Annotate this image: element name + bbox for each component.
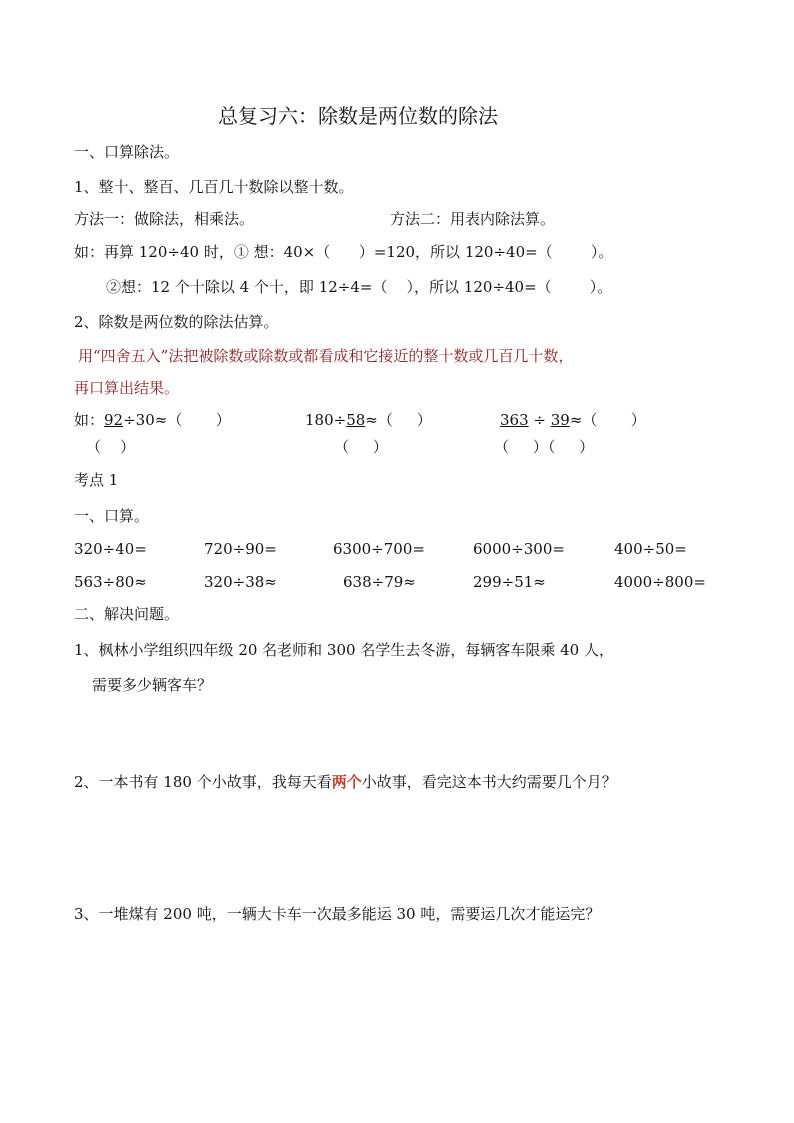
text: 58	[346, 411, 366, 429]
text: 363	[500, 411, 529, 429]
word-problem-1-cont: 需要多少辆客车？	[92, 676, 213, 694]
word-problem-1: 1、枫林小学组织四年级 20 名老师和 300 名学生去冬游，每辆客车限乘 40 人，	[74, 641, 614, 659]
text: 92	[104, 411, 124, 429]
exercise: 6000÷300=	[473, 540, 565, 558]
topic-label: 考点 1	[74, 471, 119, 489]
page-title: 总复习六：除数是两位数的除法	[218, 104, 498, 128]
estimate-example-b	[305, 410, 432, 430]
tip-text: 用“四舍五入”法把被除数或除数或都看成和它接近的整十数或几百几十数，	[78, 347, 574, 365]
exercise: 4000÷800=	[614, 573, 706, 591]
subsection-heading: 1、整十、整百、几百几十数除以整十数。	[74, 178, 354, 196]
text: 39	[550, 411, 570, 429]
exercise: 299÷51≈	[473, 573, 546, 591]
exercise: 6300÷700=	[333, 540, 425, 558]
exercise: 400÷50=	[614, 540, 687, 558]
answer-blank: （ ）	[334, 438, 388, 456]
exercise: 320÷40=	[74, 540, 147, 558]
example-line: ②想：12 个十除以 4 个十，即 12÷4=（ ），所以 120÷40=（ ）。	[106, 278, 613, 296]
text: 2、一本书有 180 个小故事，我每天看	[74, 773, 332, 791]
text: ≈（ ）	[569, 411, 646, 429]
section-heading: 一、口算。	[74, 507, 150, 525]
text: 小故事，看完这本书大约需要几个月？	[361, 773, 617, 791]
text: ≈（ ）	[365, 411, 432, 429]
section-heading: 二、解决问题。	[74, 605, 180, 623]
answer-blank: （ ）	[86, 438, 136, 456]
text: ÷30≈（ ）	[123, 411, 231, 429]
text: ÷	[528, 411, 551, 429]
text: 如：	[74, 411, 105, 429]
exercise: 720÷90=	[204, 540, 277, 558]
subsection-heading: 2、除数是两位数的除法估算。	[74, 313, 279, 331]
method-one: 方法一：做除法，相乘法。	[74, 210, 255, 228]
exercise: 563÷80≈	[74, 573, 147, 591]
exercise: 320÷38≈	[204, 573, 277, 591]
highlight-text: 两个	[331, 773, 362, 791]
section-heading: 一、口算除法。	[74, 143, 180, 161]
tip-text: 再口算出结果。	[74, 379, 180, 397]
example-line: 如：再算 120÷40 时，① 想：40×（ ）=120，所以 120÷40=（ ）。	[74, 243, 614, 261]
answer-blank: （ ）（ ）	[494, 438, 595, 456]
exercise: 638÷79≈	[343, 573, 416, 591]
estimate-example-a	[74, 410, 231, 430]
word-problem-2	[74, 772, 617, 792]
method-two: 方法二：用表内除法算。	[390, 210, 556, 228]
word-problem-3: 3、一堆煤有 200 吨，一辆大卡车一次最多能运 30 吨，需要运几次才能运完？	[74, 905, 601, 923]
estimate-example-c	[500, 410, 646, 430]
text: 180÷	[305, 411, 347, 429]
